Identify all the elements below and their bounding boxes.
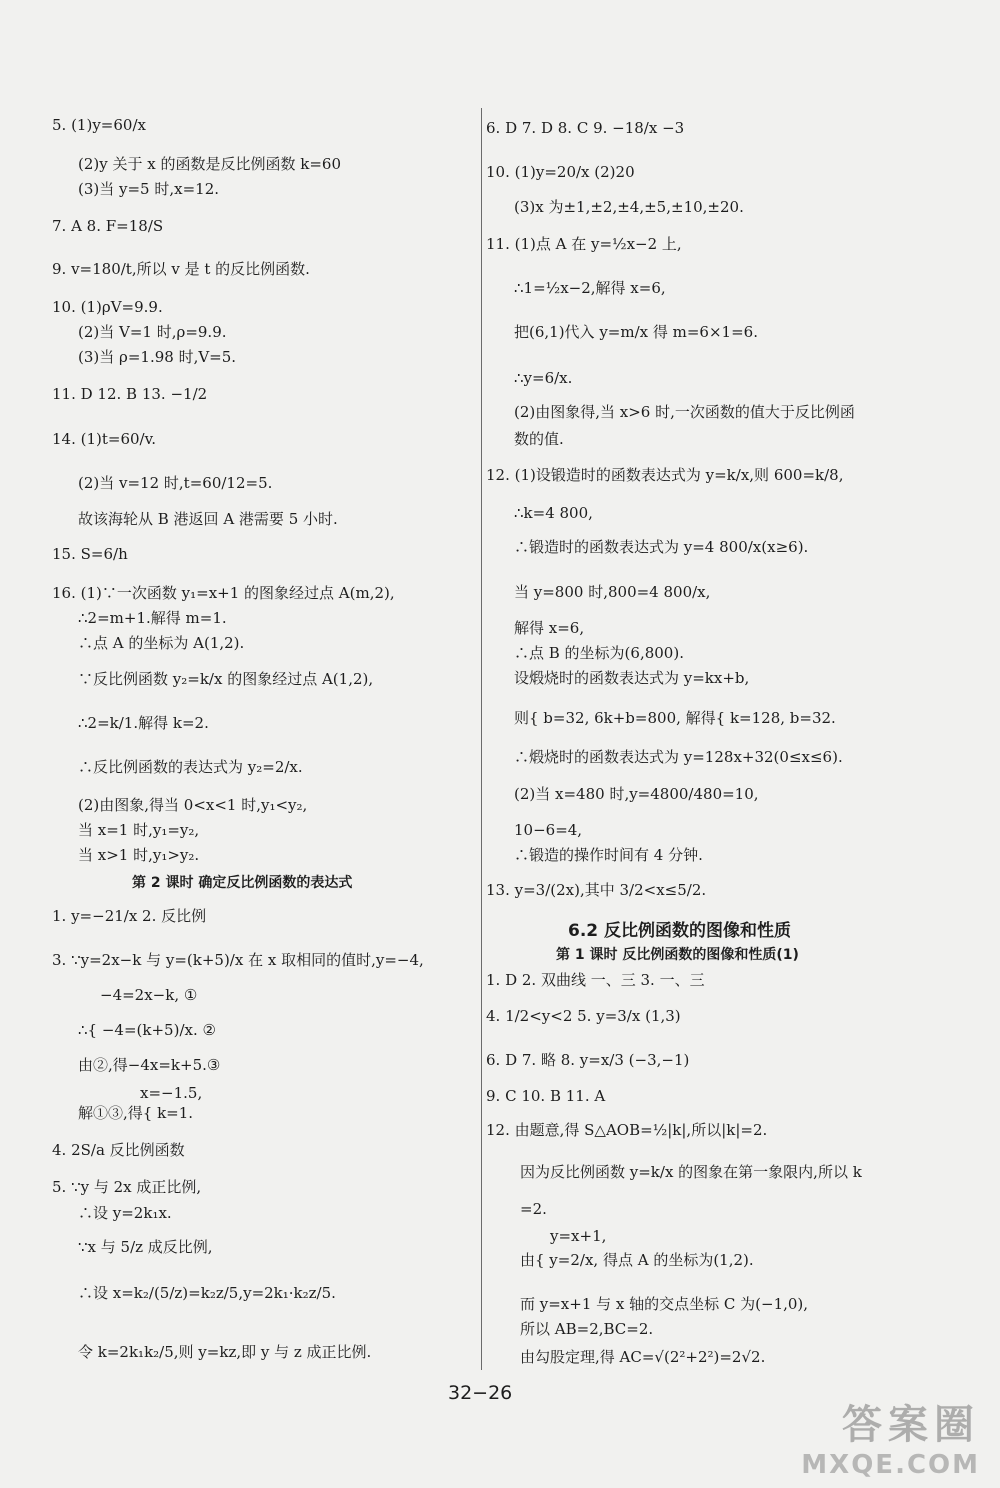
answer-line: ∴点 B 的坐标为(6,800). [514, 644, 684, 662]
answer-line: ∴k=4 800, [514, 504, 593, 522]
watermark-title: 答案圈 [842, 1402, 980, 1448]
answer-line: ∴点 A 的坐标为 A(1,2). [78, 634, 245, 652]
answer-line: ∴y=6/x. [514, 369, 573, 387]
answer-line: x=−1.5, [140, 1084, 203, 1102]
answer-line: (2)由图象得,当 x>6 时,一次函数的值大于反比例函 [514, 403, 855, 421]
answer-line: ∴1=½x−2,解得 x=6, [514, 279, 666, 297]
answer-line: −4=2x−k, ① [100, 986, 198, 1004]
answer-line: 因为反比例函数 y=k/x 的图象在第一象限内,所以 k [520, 1163, 862, 1181]
answer-line: 12. 由题意,得 S△AOB=½|k|,所以|k|=2. [486, 1121, 768, 1139]
answer-line: 12. (1)设锻造时的函数表达式为 y=k/x,则 600=k/8, [486, 466, 844, 484]
answer-line: 所以 AB=2,BC=2. [520, 1320, 654, 1338]
answer-line: 15. S=6/h [52, 545, 128, 563]
lesson-heading: 第 2 课时 确定反比例函数的表达式 [132, 875, 353, 891]
section-heading: 6.2 反比例函数的图像和性质 [568, 921, 792, 941]
answer-line: 由②,得−4x=k+5.③ [78, 1056, 221, 1074]
answer-line: ∴2=m+1.解得 m=1. [78, 609, 227, 627]
answer-line: (2)y 关于 x 的函数是反比例函数 k=60 [78, 155, 341, 173]
answer-line: 16. (1)∵一次函数 y₁=x+1 的图象经过点 A(m,2), [52, 584, 395, 602]
answer-line: 3. ∵y=2x−k 与 y=(k+5)/x 在 x 取相同的值时,y=−4, [52, 951, 424, 969]
answer-line: (2)当 x=480 时,y=4800/480=10, [514, 785, 759, 803]
answer-line: (2)由图象,得当 0<x<1 时,y₁<y₂, [78, 796, 308, 814]
column-divider [481, 108, 482, 1370]
answer-line: 4. 2S/a 反比例函数 [52, 1141, 185, 1159]
answer-line: 解得 x=6, [514, 619, 585, 637]
answer-line: 10−6=4, [514, 821, 583, 839]
answer-line: 6. D 7. D 8. C 9. −18/x −3 [486, 119, 685, 137]
answer-line: ∵反比例函数 y₂=k/x 的图象经过点 A(1,2), [78, 670, 374, 688]
answer-line: ∴煅烧时的函数表达式为 y=128x+32(0≤x≤6). [514, 748, 843, 766]
answer-line: 14. (1)t=60/v. [52, 430, 157, 448]
lesson-heading: 第 1 课时 反比例函数的图像和性质(1) [556, 947, 799, 963]
page-number: 32−26 [448, 1382, 513, 1404]
answer-line: 而 y=x+1 与 x 轴的交点坐标 C 为(−1,0), [520, 1295, 809, 1313]
answer-line: ∴锻造时的函数表达式为 y=4 800/x(x≥6). [514, 538, 809, 556]
answer-line: 把(6,1)代入 y=m/x 得 m=6×1=6. [514, 323, 758, 341]
answer-line: ∴{ −4=(k+5)/x. ② [78, 1021, 216, 1039]
answer-line: ∴设 y=2k₁x. [78, 1204, 172, 1222]
answer-line: 由{ y=2/x, 得点 A 的坐标为(1,2). [520, 1251, 754, 1269]
answer-line: ∴2=k/1.解得 k=2. [78, 714, 209, 732]
answer-line: ∴设 x=k₂/(5/z)=k₂z/5,y=2k₁·k₂z/5. [78, 1284, 336, 1302]
answer-line: 令 k=2k₁k₂/5,则 y=kz,即 y 与 z 成正比例. [78, 1343, 372, 1361]
answer-line: (2)当 v=12 时,t=60/12=5. [78, 474, 273, 492]
watermark-url: MXQE.COM [801, 1450, 980, 1480]
answer-line: 5. (1)y=60/x [52, 116, 146, 134]
answer-line: (3)x 为±1,±2,±4,±5,±10,±20. [514, 198, 744, 216]
answer-line: 数的值. [514, 430, 564, 448]
answer-line: ∴锻造的操作时间有 4 分钟. [514, 846, 703, 864]
answer-line: 6. D 7. 略 8. y=x/3 (−3,−1) [486, 1051, 690, 1069]
answer-line: (2)当 V=1 时,ρ=9.9. [78, 323, 227, 341]
answer-line: (3)当 y=5 时,x=12. [78, 180, 220, 198]
answer-line: 11. D 12. B 13. −1/2 [52, 385, 208, 403]
answer-line: 故该海轮从 B 港返回 A 港需要 5 小时. [78, 510, 338, 528]
answer-line: 11. (1)点 A 在 y=½x−2 上, [486, 235, 682, 253]
answer-line: ∵x 与 5/z 成反比例, [78, 1238, 213, 1256]
answer-line: 由勾股定理,得 AC=√(2²+2²)=2√2. [520, 1348, 766, 1366]
answer-line: 13. y=3/(2x),其中 3/2<x≤5/2. [486, 881, 707, 899]
answer-line: 10. (1)ρV=9.9. [52, 298, 163, 316]
answer-line: 10. (1)y=20/x (2)20 [486, 163, 635, 181]
answer-line: 当 x=1 时,y₁=y₂, [78, 821, 200, 839]
answer-line: 9. C 10. B 11. A [486, 1087, 606, 1105]
answer-line: 当 x>1 时,y₁>y₂. [78, 846, 200, 864]
answer-line: 4. 1/2<y<2 5. y=3/x (1,3) [486, 1007, 681, 1025]
answer-line: 当 y=800 时,800=4 800/x, [514, 583, 711, 601]
answer-line: y=x+1, [550, 1227, 607, 1245]
answer-line: 1. D 2. 双曲线 一、三 3. 一、三 [486, 971, 705, 989]
watermark [801, 1393, 980, 1480]
answer-line: ∴反比例函数的表达式为 y₂=2/x. [78, 758, 303, 776]
answer-line: 则{ b=32, 6k+b=800, 解得{ k=128, b=32. [514, 709, 836, 727]
answer-line: =2. [520, 1200, 547, 1218]
answer-line: 7. A 8. F=18/S [52, 217, 164, 235]
answer-line: 5. ∵y 与 2x 成正比例, [52, 1178, 202, 1196]
answer-line: 1. y=−21/x 2. 反比例 [52, 907, 207, 925]
answer-line: 设煅烧时的函数表达式为 y=kx+b, [514, 669, 750, 687]
answer-line: 9. v=180/t,所以 v 是 t 的反比例函数. [52, 260, 310, 278]
answer-line: 解①③,得{ k=1. [78, 1104, 194, 1122]
answer-line: (3)当 ρ=1.98 时,V=5. [78, 348, 237, 366]
